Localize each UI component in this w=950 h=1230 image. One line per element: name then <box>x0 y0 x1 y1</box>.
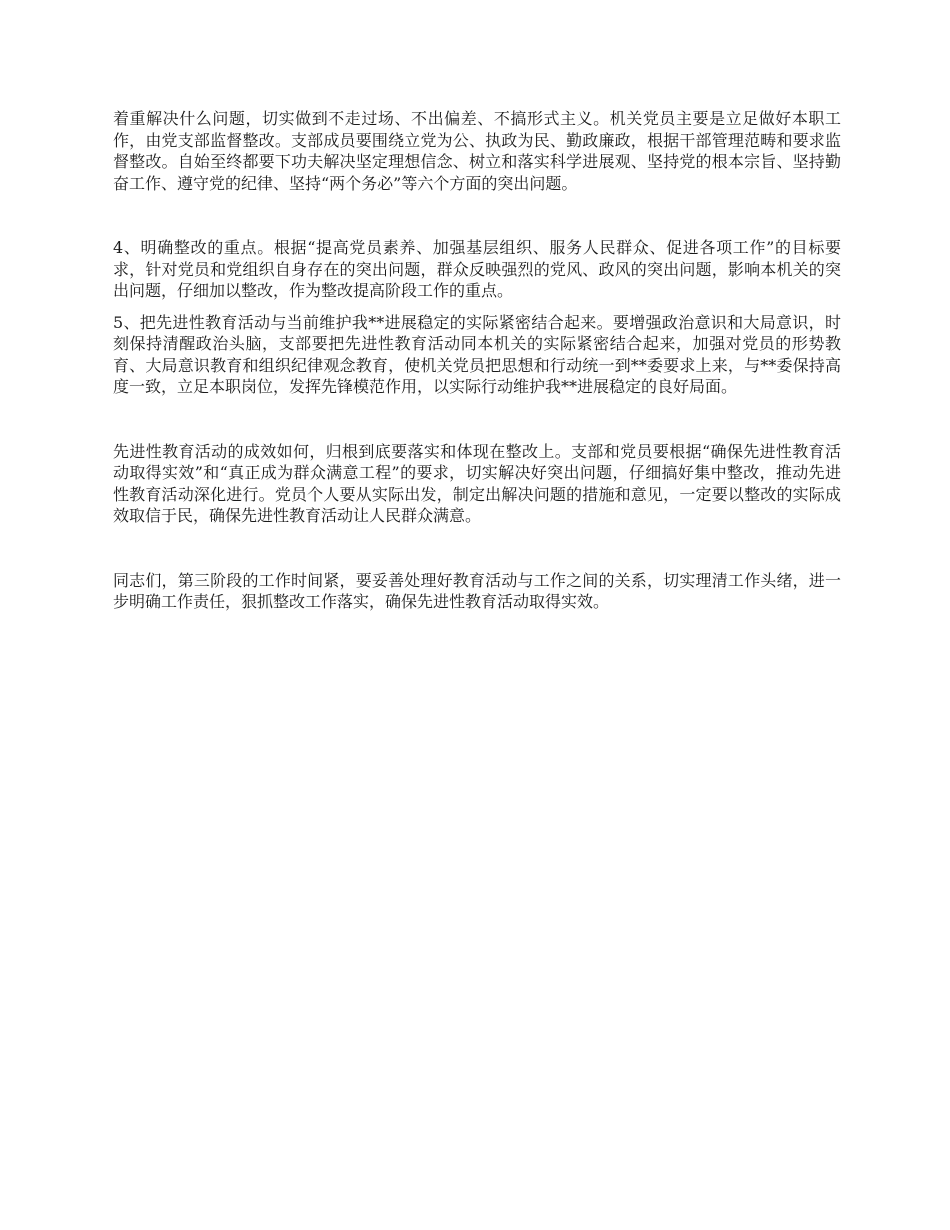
paragraph-effectiveness: 先进性教育活动的成效如何，归根到底要落实和体现在整改上。支部和党员要根据“确保先进性教育活动取得实效”和“真正成为群众满意工程”的要求，切实解决好突出问题，仔细搞好集中整改，推动先进性教育活动深化进行。党员个人要从实际出发，制定出解决问题的措施和意见，一定要以整改的实际成效取信于民，确保先进性教育活动让人民群众满意。 <box>113 441 841 525</box>
paragraph-item-4-focus: 4、明确整改的重点。根据“提高党员素养、加强基层组织、服务人民群众、促进各项工作”的目标要求，针对党员和党组织自身存在的突出问题，群众反映强烈的党风、政风的突出问题，影响本机关的突出问题，仔细加以整改，作为整改提高阶段工作的重点。 <box>113 238 841 300</box>
paragraph-rectification-scope: 着重解决什么问题，切实做到不走过场、不出偏差、不搞形式主义。机关党员主要是立足做好本职工作，由党支部监督整改。支部成员要围绕立党为公、执政为民、勤政廉政，根据干部管理范畴和要求监督整改。自始至终都要下功夫解决坚定理想信念、树立和落实科学进展观、坚持党的根本宗旨、坚持勤奋工作、遵守党的纪律、坚持“两个务必”等六个方面的突出问题。 <box>113 109 841 193</box>
document-body <box>113 108 841 613</box>
paragraph-item-5-stability: 5、把先进性教育活动与当前维护我**进展稳定的实际紧密结合起来。要增强政治意识和大局意识，时刻保持清醒政治头脑，支部要把先进性教育活动同本机关的实际紧密结合起来，加强对党员的形势教育、大局意识教育和组织纪律观念教育，使机关党员把思想和行动统一到**委要求上来，与**委保持高度一致，立足本职岗位，发挥先锋模范作用，以实际行动维护我**进展稳定的良好局面。 <box>113 312 841 396</box>
paragraph-closing: 同志们，第三阶段的工作时间紧，要妥善处理好教育活动与工作之间的关系，切实理清工作头绪，进一步明确工作责任，狠抓整改工作落实，确保先进性教育活动取得实效。 <box>113 570 841 611</box>
